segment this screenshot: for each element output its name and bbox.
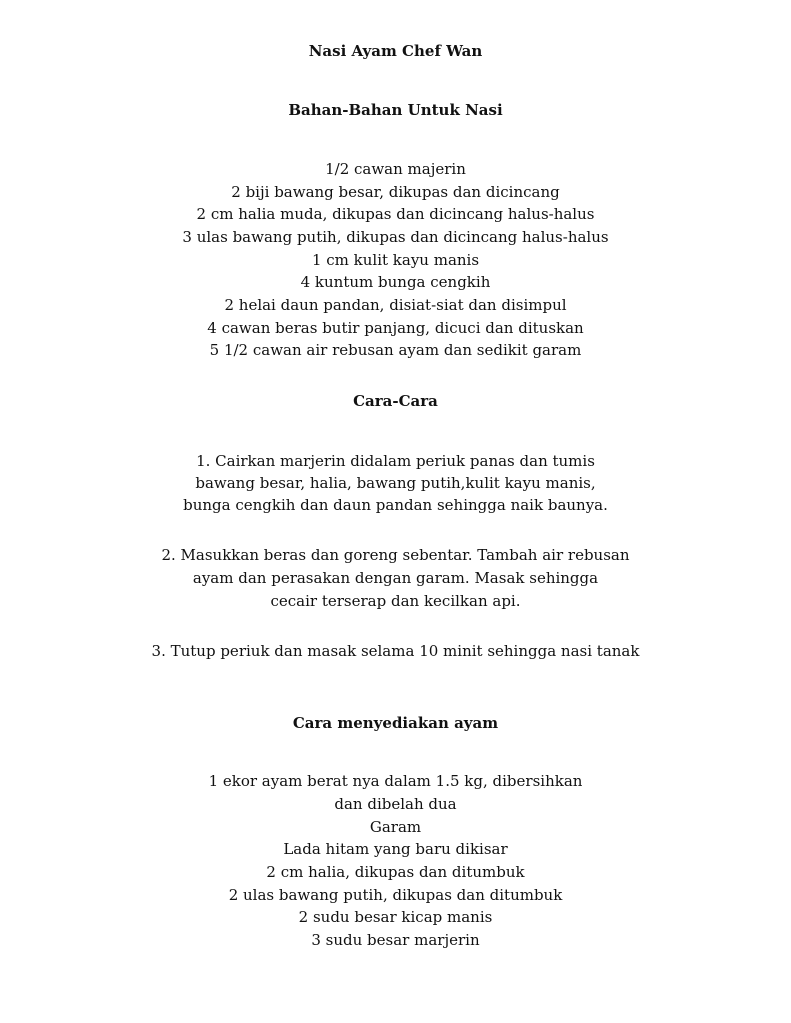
rice-ingredient-item: 2 biji bawang besar, dikupas dan dicincang — [231, 183, 560, 201]
rice-ingredient-item: 4 kuntum bunga cengkih — [300, 273, 491, 291]
chicken-ingredient-item: 3 sudu besar marjerin — [311, 931, 480, 949]
method-step-2-line: cecair terserap dan kecilkan api. — [270, 592, 521, 610]
chicken-ingredient-item: dan dibelah dua — [334, 795, 457, 813]
rice-ingredient-item: 2 helai daun pandan, disiat-siat dan disimpul — [224, 296, 567, 314]
rice-ingredient-item: 2 cm halia muda, dikupas dan dicincang halus-halus — [196, 205, 595, 223]
method-step-2-line: 2. Masukkan beras dan goreng sebentar. Tambah air rebusan — [161, 546, 630, 564]
chicken-ingredient-item: 1 ekor ayam berat nya dalam 1.5 kg, dibersihkan — [208, 772, 583, 790]
chicken-ingredient-item: Garam — [369, 818, 422, 836]
chicken-heading: Cara menyediakan ayam — [292, 714, 499, 732]
rice-ingredient-item: 3 ulas bawang putih, dikupas dan dicincang halus-halus — [182, 228, 609, 246]
rice-ingredient-item: 4 cawan beras butir panjang, dicuci dan dituskan — [207, 319, 584, 337]
rice-ingredient-item: 1 cm kulit kayu manis — [311, 251, 480, 269]
chicken-ingredient-item: 2 sudu besar kicap manis — [298, 908, 493, 926]
rice-ingredient-item: 1/2 cawan majerin — [325, 160, 466, 178]
method-step-1-line: 1. Cairkan marjerin didalam periuk panas dan tumis — [196, 452, 595, 470]
method-step-1-line: bunga cengkih dan daun pandan sehingga naik baunya. — [183, 496, 608, 514]
rice-ingredients-heading: Bahan-Bahan Untuk Nasi — [288, 101, 503, 119]
chicken-ingredient-item: Lada hitam yang baru dikisar — [283, 840, 508, 858]
method-step-2-line: ayam dan perasakan dengan garam. Masak sehingga — [192, 569, 599, 587]
chicken-ingredient-item: 2 cm halia, dikupas dan ditumbuk — [266, 863, 525, 881]
method-step-3-line: 3. Tutup periuk dan masak selama 10 minit sehingga nasi tanak — [151, 642, 640, 660]
document-title: Nasi Ayam Chef Wan — [308, 42, 483, 60]
chicken-ingredient-item: 2 ulas bawang putih, dikupas dan ditumbuk — [228, 886, 563, 904]
method-heading: Cara-Cara — [353, 392, 438, 410]
rice-ingredient-item: 5 1/2 cawan air rebusan ayam dan sedikit garam — [209, 341, 582, 359]
method-step-1-line: bawang besar, halia, bawang putih,kulit kayu manis, — [195, 474, 596, 492]
